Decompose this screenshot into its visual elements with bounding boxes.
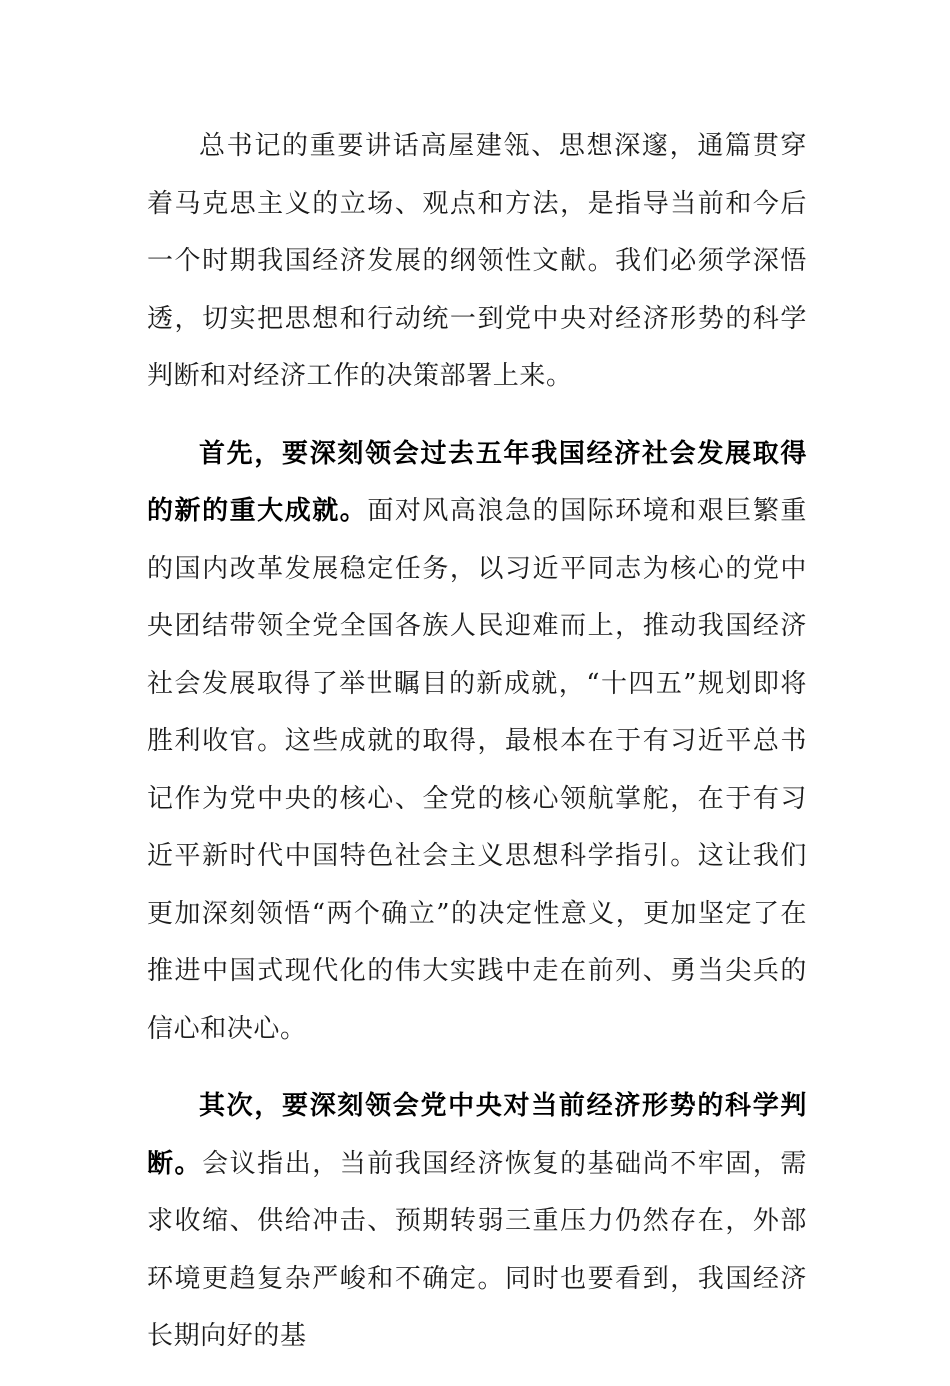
document-body bbox=[147, 118, 807, 1386]
paragraph-1-body: 总书记的重要讲话高屋建瓴、思想深邃，通篇贯穿着马克思主义的立场、观点和方法，是指导当前和今后一个时期我国经济发展的纲领性文献。我们必须学深悟透，切实把思想和行动统一到党中央对经济形势的科学判断和对经济工作的决策部署上来。 bbox=[147, 131, 807, 391]
paragraph-1 bbox=[147, 118, 807, 406]
paragraph-3-lead: 其次，要深刻领会党中央对当前经济形势的科学判断。 bbox=[147, 1091, 807, 1179]
paragraph-3 bbox=[147, 1078, 807, 1366]
paragraph-2-body: 面对风高浪急的国际环境和艰巨繁重的国内改革发展稳定任务，以习近平同志为核心的党中央团结带领全党全国各族人民迎难而上，推动我国经济社会发展取得了举世瞩目的新成就，“十四五”规划即将胜利收官。这些成就的取得，最根本在于有习近平总书记作为党中央的核心、全党的核心领航掌舵，在于有习近平新时代中国特色社会主义思想科学指引。这让我们更加深刻领悟“两个确立”的决定性意义，更加坚定了在推进中国式现代化的伟大实践中走在前列、勇当尖兵的信心和决心。 bbox=[147, 496, 807, 1044]
paragraph-2 bbox=[147, 426, 807, 1059]
paragraph-2-lead: 首先，要深刻领会过去五年我国经济社会发展取得的新的重大成就。 bbox=[147, 438, 807, 526]
paragraph-3-body: 会议指出，当前我国经济恢复的基础尚不牢固，需求收缩、供给冲击、预期转弱三重压力仍然存在，外部环境更趋复杂严峻和不确定。同时也要看到，我国经济长期向好的基 bbox=[147, 1148, 807, 1351]
